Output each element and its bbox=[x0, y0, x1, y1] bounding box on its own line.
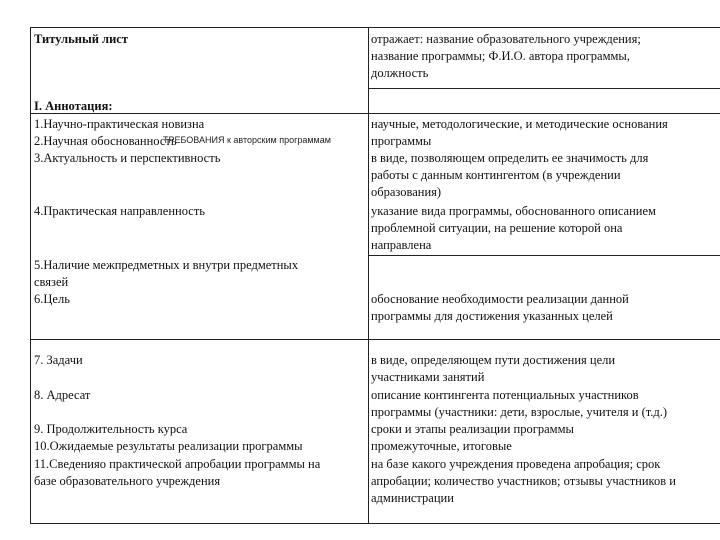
cell-relevance-label: 3.Актуальность и перспективность bbox=[34, 151, 221, 165]
cell-goal-desc: обоснование необходимости реализации данной программы для достижения указанных целей bbox=[371, 292, 629, 323]
cell-novelty-label: 1.Научно-практическая новизна bbox=[34, 117, 205, 131]
cell-practical-desc: указание вида программы, обоснованного описанием проблемной ситуации, на решение которой она направлена bbox=[371, 204, 656, 252]
cell-goal-label: 6.Цель bbox=[34, 292, 70, 306]
cell-duration-desc: сроки и этапы реализации программы bbox=[371, 422, 574, 436]
column-divider bbox=[368, 28, 369, 523]
cell-novelty-desc: научные, методологические, и методические основания bbox=[371, 117, 668, 131]
cell-results-label: 10.Ожидаемые результаты реализации программы bbox=[34, 439, 303, 453]
row-divider bbox=[368, 88, 720, 89]
row-divider bbox=[368, 255, 720, 256]
cell-validity-label: 2.Научная обоснованность bbox=[34, 134, 177, 148]
requirements-table bbox=[30, 27, 720, 524]
overlay-requirements-title: ТРЕБОВАНИЯ к авторским программам bbox=[163, 135, 331, 145]
cell-audience-desc: описание контингента потенциальных участников программы (участники: дети, взрослые, учителя и (т.д.) bbox=[371, 388, 668, 419]
cell-approbation-desc: на базе какого учреждения проведена апробация; срок апробации; количество участников; отзывы участников и администрации bbox=[371, 457, 676, 505]
cell-practical-label: 4.Практическая направленность bbox=[34, 204, 205, 218]
cell-relevance-desc: в виде, позволяющем определить ее значимость для работы с данным контингентом (в учреждении образования) bbox=[371, 151, 649, 199]
cell-results-desc: промежуточные, итоговые bbox=[371, 439, 512, 453]
cell-duration-label: 9. Продолжительность курса bbox=[34, 422, 188, 436]
cell-approbation-label: 11.Сведенияо практической апробации программы на базе образовательного учреждения bbox=[34, 457, 321, 488]
cell-title-page-desc: отражает: название образовательного учреждения; название программы; Ф.И.О. автора программы, должность bbox=[371, 32, 641, 80]
cell-validity-desc: программы bbox=[371, 134, 432, 148]
cell-annotation-heading: I. Аннотация: bbox=[34, 99, 113, 113]
cell-interdisciplinary-label: 5.Наличие межпредметных и внутри предметных связей bbox=[34, 258, 299, 289]
cell-title-page-label: Титульный лист bbox=[34, 32, 128, 46]
cell-tasks-label: 7. Задачи bbox=[34, 353, 83, 367]
cell-tasks-desc: в виде, определяющем пути достижения цели участниками занятий bbox=[371, 353, 616, 384]
cell-audience-label: 8. Адресат bbox=[34, 388, 91, 402]
row-divider bbox=[31, 339, 720, 340]
